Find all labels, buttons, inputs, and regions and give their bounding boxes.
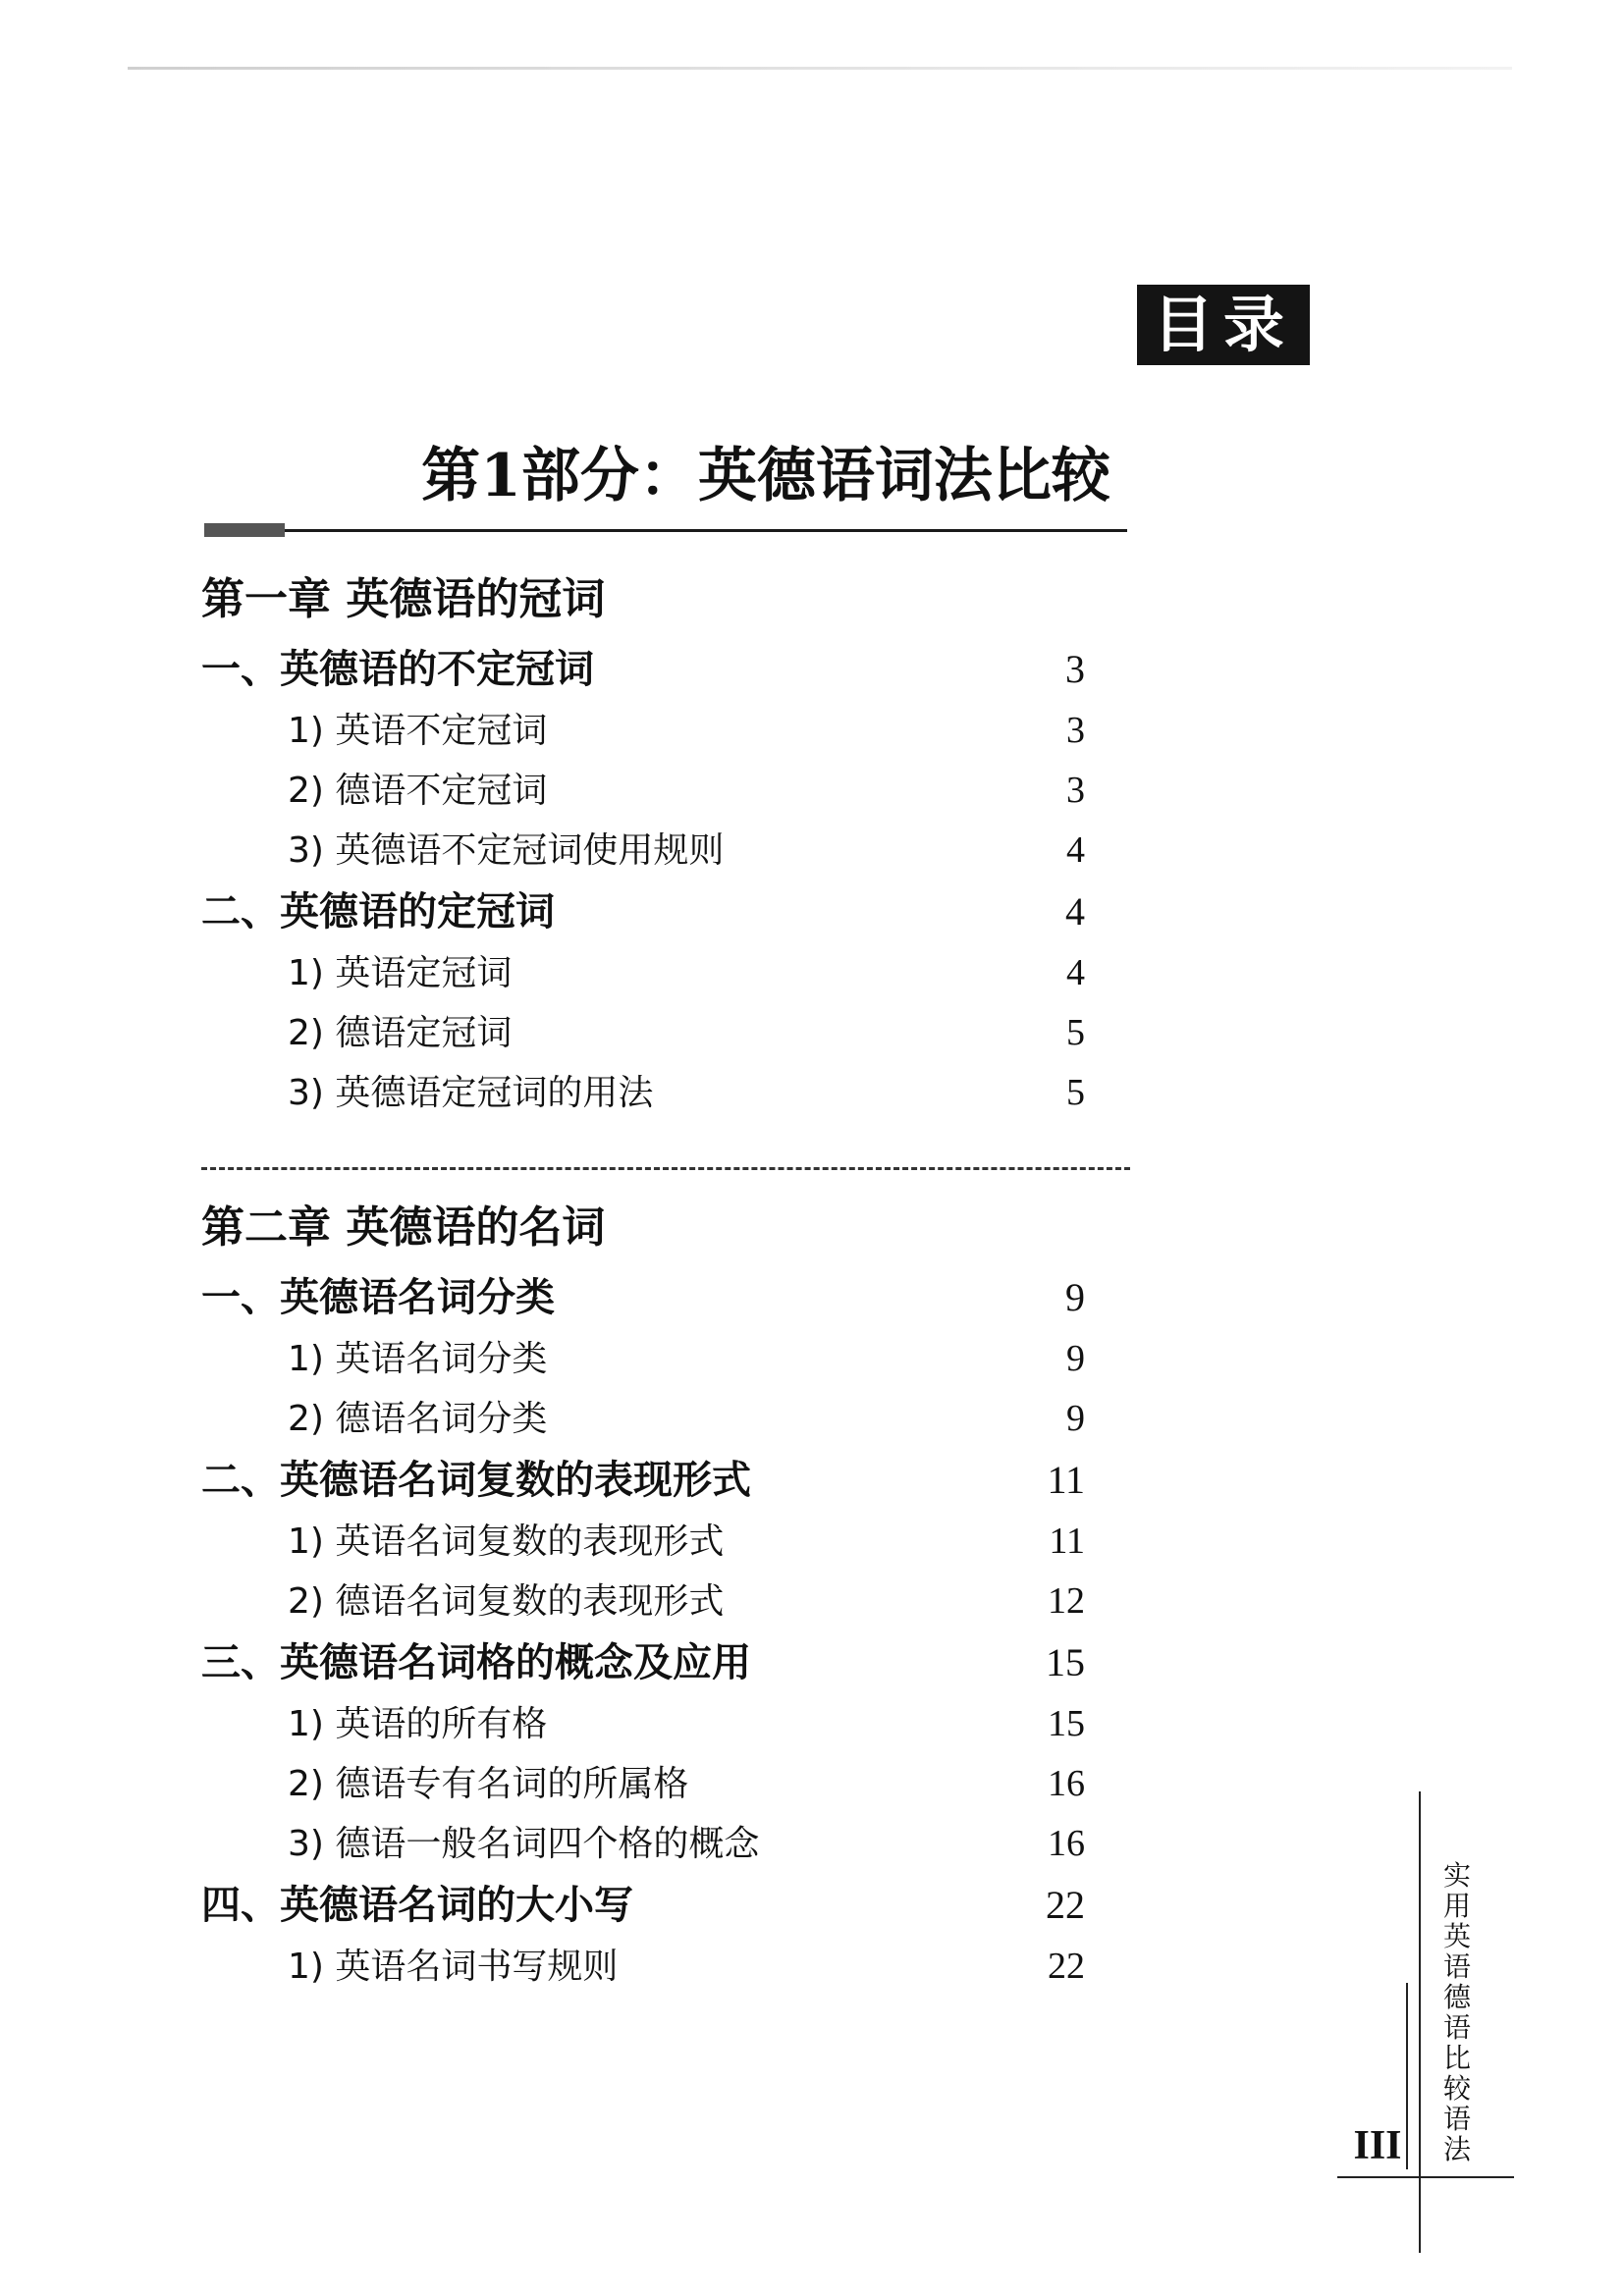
- toc-item[interactable]: [201, 1389, 1085, 1449]
- toc-page-number: 16: [1048, 1823, 1085, 1864]
- toc-page-number: 15: [1046, 1640, 1085, 1684]
- toc-item[interactable]: [201, 943, 1085, 1003]
- toc-section[interactable]: [201, 638, 1085, 701]
- toc-page-number: 12: [1048, 1580, 1085, 1622]
- toc-section[interactable]: [201, 881, 1085, 943]
- toc-section-label: 二、英德语名词复数的表现形式: [201, 1458, 751, 1503]
- toc-section-label: 三、英德语名词格的概念及应用: [201, 1640, 751, 1685]
- toc-item[interactable]: [201, 1694, 1085, 1754]
- toc-item-label: 1) 英语名词复数的表现形式: [288, 1522, 725, 1562]
- toc-item[interactable]: [201, 1329, 1085, 1389]
- toc-section-label: 四、英德语名词的大小写: [201, 1883, 633, 1928]
- toc-section[interactable]: [201, 1874, 1085, 1937]
- toc-page-number: 9: [1065, 1275, 1085, 1319]
- toc-page-number: 22: [1048, 1946, 1085, 1987]
- margin-rule-horizontal: [1337, 2176, 1514, 2178]
- toc-page-number: 9: [1066, 1398, 1085, 1439]
- toc-page-number: 3: [1065, 647, 1085, 691]
- toc-item-label: 3) 英德语定冠词的用法: [288, 1073, 654, 1113]
- toc-item[interactable]: [201, 701, 1085, 761]
- toc-item[interactable]: [201, 1572, 1085, 1631]
- margin-rule-vertical: [1419, 1791, 1421, 2253]
- toc-item-label: 2) 德语名词分类: [288, 1399, 548, 1439]
- margin-rule-vertical-short: [1406, 1983, 1408, 2169]
- chapter-title: 第一章 英德语的冠词: [201, 574, 606, 624]
- toc-page-number: 3: [1066, 710, 1085, 751]
- page-number: III: [1353, 2123, 1402, 2168]
- toc-page-number: 4: [1065, 889, 1085, 934]
- toc-page-number: 9: [1066, 1338, 1085, 1379]
- toc-page-number: 16: [1048, 1763, 1085, 1804]
- toc-page-number: 11: [1049, 1521, 1085, 1562]
- toc-item[interactable]: [201, 1937, 1085, 1997]
- chapter-1: [201, 571, 1144, 1123]
- toc-section-label: 一、英德语的不定冠词: [201, 647, 594, 692]
- chapter-title: 第二章 英德语的名词: [201, 1202, 606, 1253]
- toc-page-number: 3: [1066, 770, 1085, 811]
- toc-section-label: 一、英德语名词分类: [201, 1275, 555, 1320]
- toc-page-number: 4: [1066, 952, 1085, 993]
- toc-item-label: 2) 德语定冠词: [288, 1013, 513, 1053]
- toc-page-number: 5: [1066, 1012, 1085, 1053]
- top-rule: [128, 67, 1512, 70]
- toc-item[interactable]: [201, 1814, 1085, 1874]
- toc-page-number: 15: [1048, 1703, 1085, 1744]
- chapter-divider: [201, 1167, 1130, 1170]
- toc-item-label: 2) 德语名词复数的表现形式: [288, 1581, 725, 1622]
- toc-page-number: 11: [1047, 1458, 1085, 1502]
- chapter-2: [201, 1200, 1144, 1997]
- toc-section[interactable]: [201, 1449, 1085, 1512]
- toc-item-label: 2) 德语专有名词的所属格: [288, 1764, 689, 1804]
- toc-item-label: 1) 英语名词书写规则: [288, 1947, 619, 1987]
- toc-item[interactable]: [201, 1512, 1085, 1572]
- part-title-rule: [204, 529, 1127, 532]
- toc-item-label: 1) 英语不定冠词: [288, 711, 548, 751]
- toc-item-label: 3) 德语一般名词四个格的概念: [288, 1824, 760, 1864]
- toc-item-label: 2) 德语不定冠词: [288, 771, 548, 811]
- toc-page-number: 22: [1046, 1883, 1085, 1927]
- toc-item-label: 3) 英德语不定冠词使用规则: [288, 830, 725, 871]
- toc-item[interactable]: [201, 821, 1085, 881]
- toc-item[interactable]: [201, 1754, 1085, 1814]
- toc-item[interactable]: [201, 1003, 1085, 1063]
- toc-section[interactable]: [201, 1631, 1085, 1694]
- toc-page-number: 5: [1066, 1072, 1085, 1113]
- toc-item-label: 1) 英语定冠词: [288, 953, 513, 993]
- part-title-rule-accent: [204, 523, 285, 537]
- toc-item-label: 1) 英语的所有格: [288, 1704, 548, 1744]
- toc-section-label: 二、英德语的定冠词: [201, 889, 555, 934]
- part-title: 第1部分：英德语词法比较: [421, 442, 1110, 510]
- toc-item[interactable]: [201, 761, 1085, 821]
- toc-item-label: 1) 英语名词分类: [288, 1339, 548, 1379]
- toc-badge: 目录: [1137, 285, 1310, 365]
- running-side-title: 实用英语德语比较语法: [1442, 1859, 1471, 2165]
- toc-item[interactable]: [201, 1063, 1085, 1123]
- toc-page-number: 4: [1066, 829, 1085, 871]
- toc-section[interactable]: [201, 1266, 1085, 1329]
